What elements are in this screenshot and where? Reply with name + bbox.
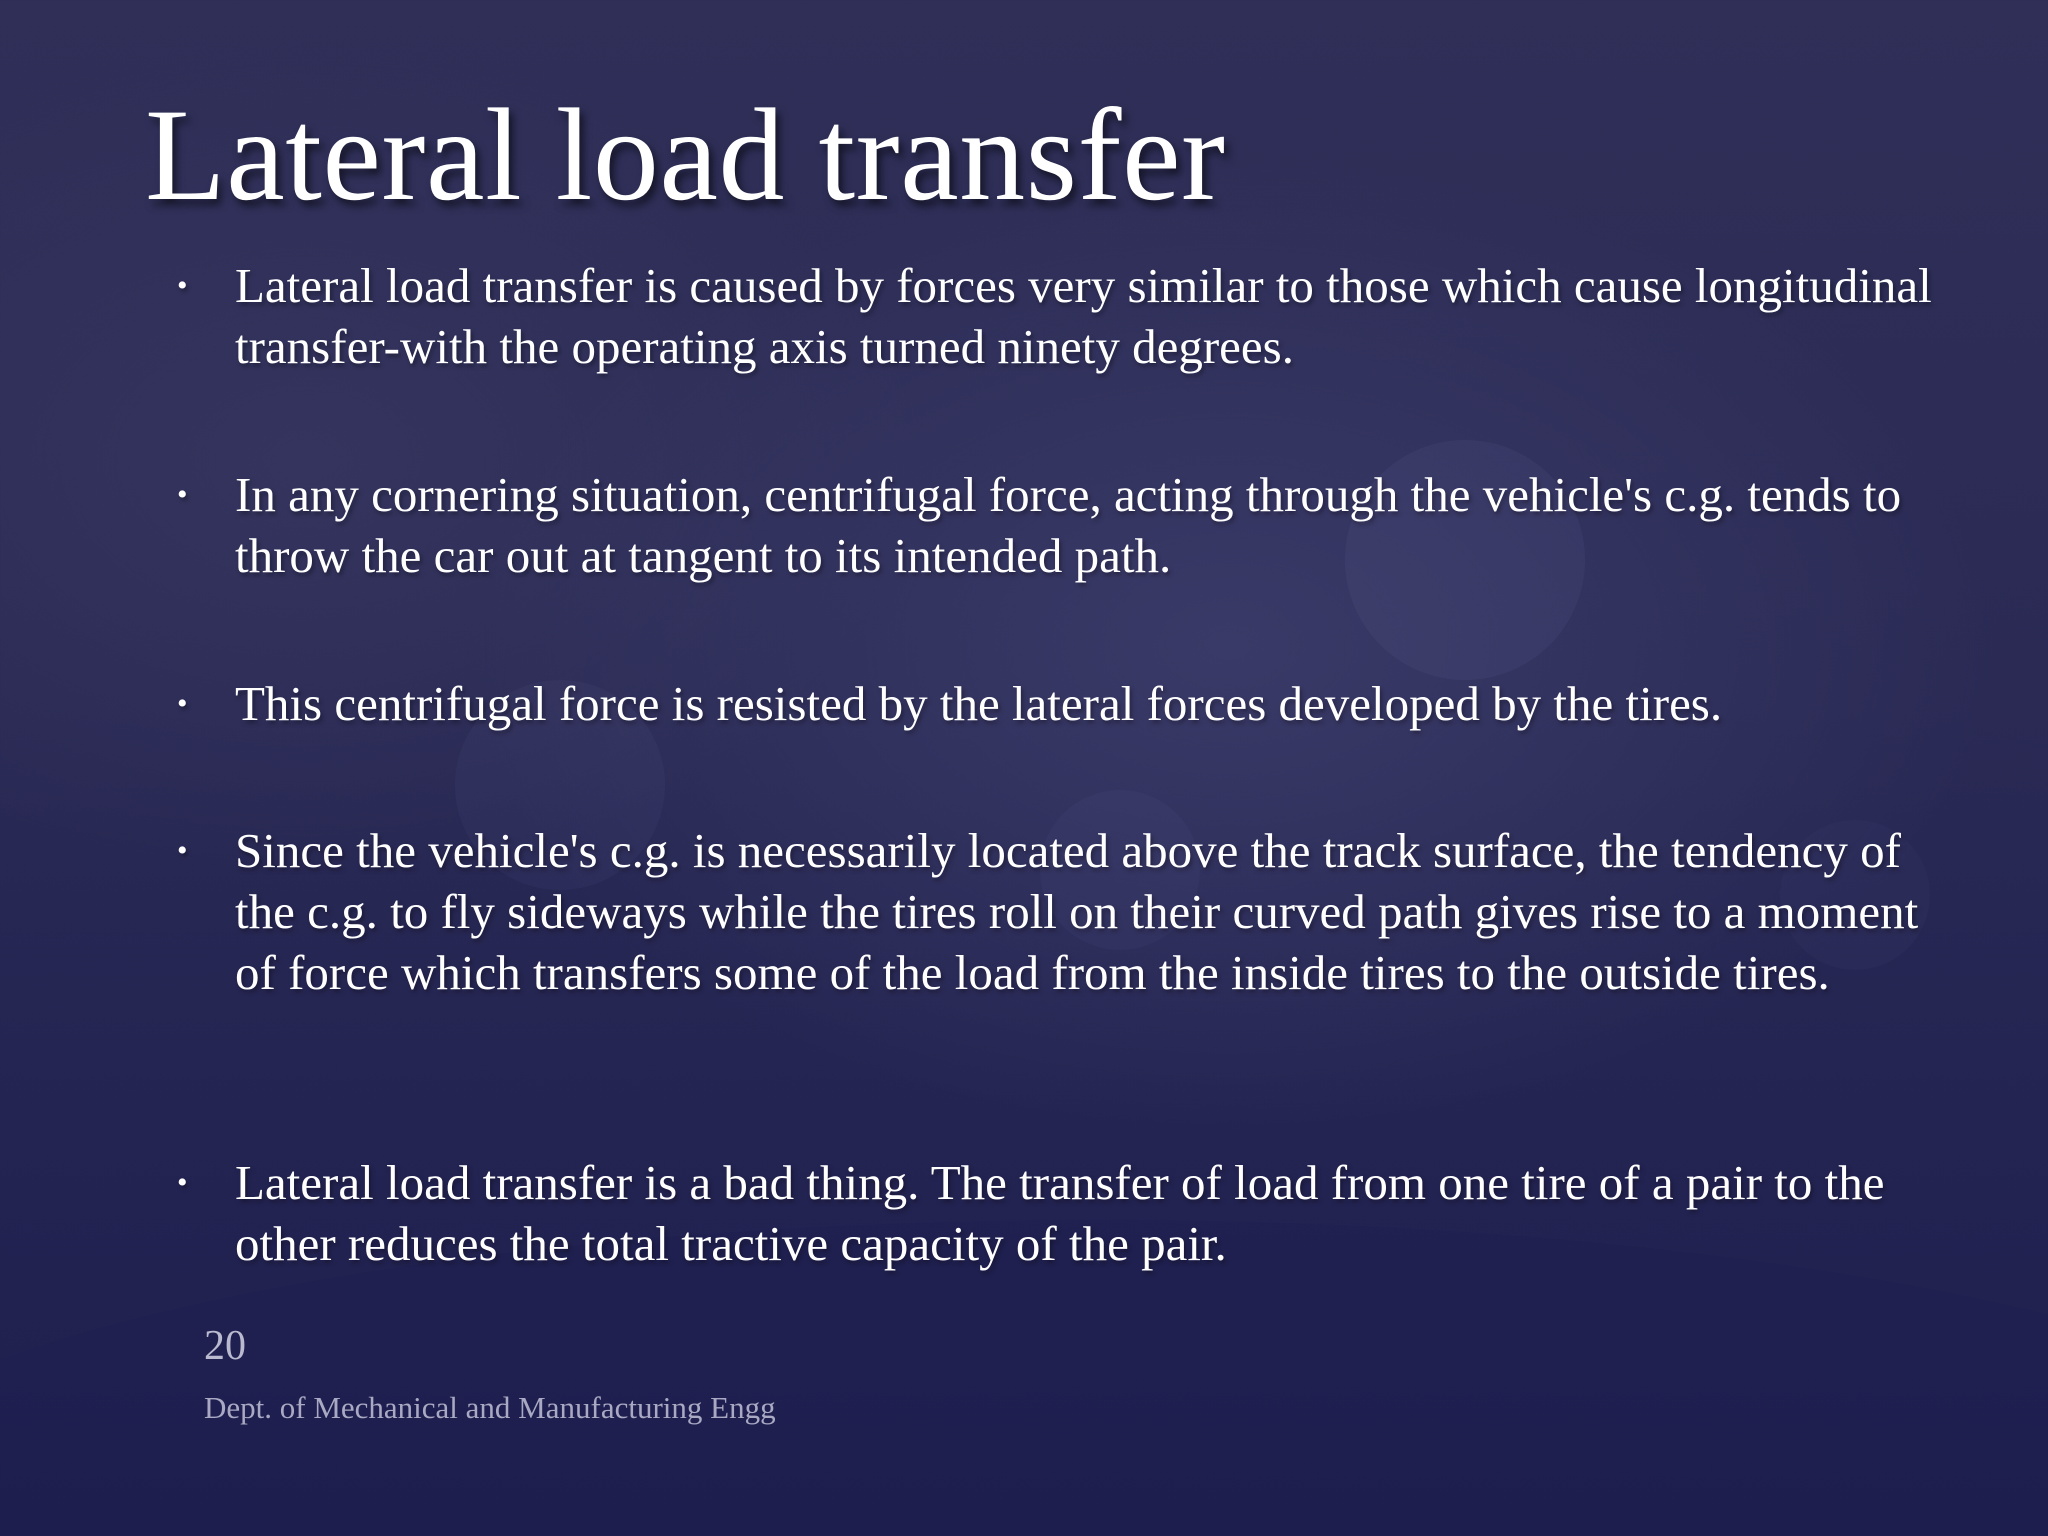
bullet-dot-icon: • [177,687,188,720]
bullet-text: In any cornering situation, centrifugal force, acting through the vehicle's c.g. tends to throw the car out at tangent to its intended path. [235,467,1902,583]
bullet-text: Lateral load transfer is a bad thing. The transfer of load from one tire of a pair to the other reduces the total tractive capacity of the pair. [235,1155,1885,1271]
bullet-text: This centrifugal force is resisted by the lateral forces developed by the tires. [235,676,1723,731]
bullet-item [177,820,1955,1003]
footer-department: Dept. of Mechanical and Manufacturing Engg [204,1390,776,1425]
bullet-dot-icon: • [177,478,188,511]
bullet-item [177,464,1955,586]
bullet-dot-icon: • [177,269,188,302]
bullet-text: Since the vehicle's c.g. is necessarily located above the track surface, the tendency of the c.g. to fly sideways while the tires roll on their curved path gives rise to a moment of force which transfers some of the load from the inside tires to the outside tires. [235,823,1919,1000]
slide-title: Lateral load transfer [145,81,1226,228]
bullet-item [177,673,1955,734]
bullet-dot-icon: • [177,1166,188,1199]
bullet-text: Lateral load transfer is caused by forces very similar to those which cause longitudinal transfer-with the operating axis turned ninety degrees. [235,258,1932,374]
bullet-item [177,255,1955,377]
bullet-dot-icon: • [177,834,188,867]
bullet-item [177,1152,1955,1274]
page-number: 20 [204,1323,246,1369]
